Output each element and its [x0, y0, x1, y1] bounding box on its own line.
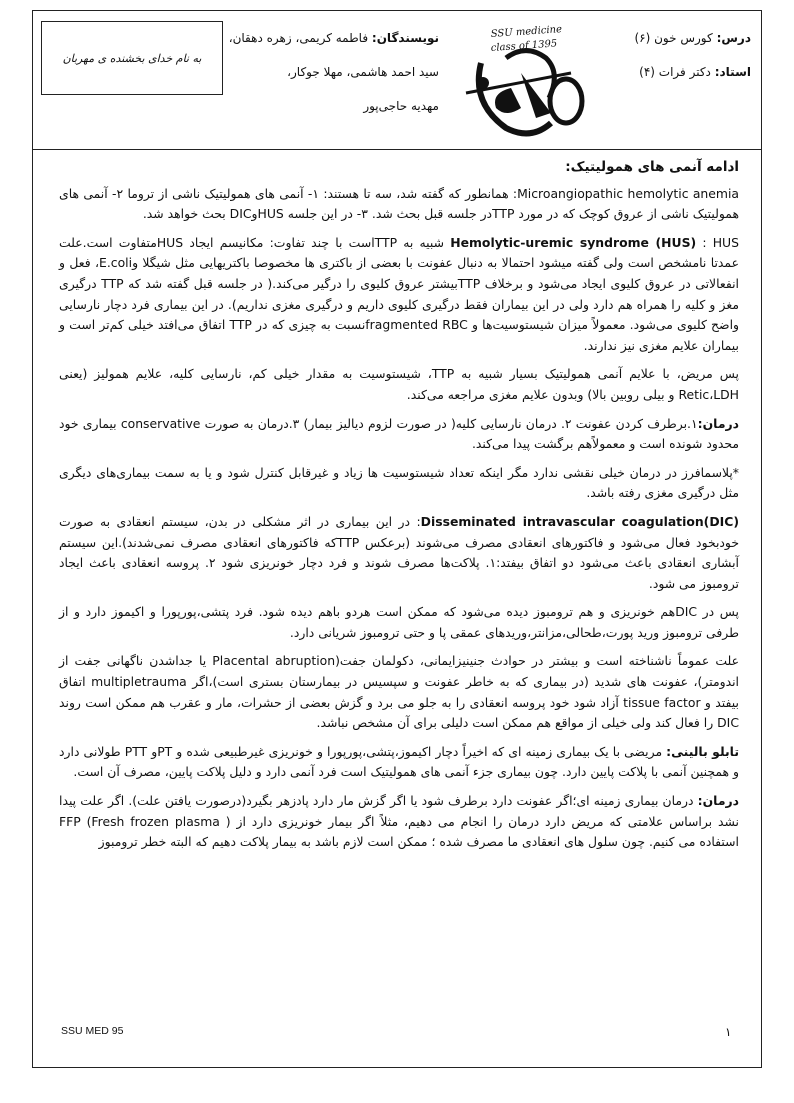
- text-dic: : در این بیماری در اثر مشکلی در بدن، سیستم انعقادی به صورت خودبخود فعال می‌شود و فاکتورهای انعقادی مصرف می‌شوند (برعکس TTPکه فاکتورهای انعقادی مصرف نمی‌شدند).این سیستم آبشاری انعقادی باعث می‌شود دو اتفاق بیفتد:۱. پلاکت‌ها مصرف شوند و فرد دچار خونریزی شود ۲. پروسه انعقادی باعث ایجاد ترومبوز می شود.: [59, 513, 739, 591]
- text-clinical: مریضی با یک بیماری زمینه ای که اخیراً دچار اکیموز،پتشی،پورپورا و خونریزی غیرطبیعی شده و PTو PTT طولانی دارد و همچنین آنمی با پلاکت پایین دارد. چون بیماری جزء آنمی های همولیتیک است فرد آنمی دارد و دلیل پلاکت پایین، مصرف آن است.: [59, 743, 739, 780]
- authors-line-2: سید احمد هاشمی، مهلا جوکار،: [287, 65, 439, 79]
- text-hus-treatment: ۱.برطرف کردن عفونت ۲. درمان نارسایی کلیه( در صورت لزوم دیالیز بیمار) ۳.درمان به صورت conservative بیماری خود محدود شونده است و معمولاًهم برگشت پیدا می‌کند.: [59, 415, 739, 452]
- course-value: کورس خون (۶): [634, 31, 713, 45]
- text-hus: : HUS شبیه به TTPاست با چند تفاوت: مکانیسم ایجاد HUSمتفاوت است.علت عمدتا نامشخص است ولی گفته میشود احتمالا به دنبال عفونت با بعضی از باکتری ها مخصوصا باکتریهایی مثل شیگلا وE.coli، فعل و انفعالاتی در عروق کلیوی ایجاد می‌شود و برخلاف TTPبیشتر عروق کلیوی را درگیر می‌کند.( در جلسه قبل گفته شد که TTP درگیری مغز و کلیه را همراه هم دارد ولی در این بیماران فقط درگیری کلیوی داریم و درگیری مغزی نداریم). در این بیماری فرد دچار نارسایی واضح کلیوی می‌شود. معمولاً میزان شیستوسیت‌ها و fragmented RBCنسبت به چیزی که در TTP اتفاق می‌افتد خیلی کم‌تر است و بیماران علایم مغزی نیز ندارند.: [59, 234, 739, 353]
- basmala-box: [41, 21, 223, 95]
- paragraph-hus-patient: پس مریض، با علایم آنمی همولیتیک بسیار شبیه به TTP، شیستوسیت به مقدار خیلی کم، نارسایی کلیه، علایم همولیز (یعنی Retic،LDH و بیلی روبین بالا) وبدون علایم مغزی مراجعه می‌کند.: [59, 366, 740, 402]
- section-heading: ادامه آنمی های همولیتیک:: [565, 159, 739, 175]
- footer-label: SSU MED 95: [61, 1025, 124, 1037]
- ssu-medicine-logo: [451, 13, 601, 145]
- teacher-label: استاد:: [714, 65, 751, 79]
- basmala-text: به نام خدای بخشنده ی مهربان: [62, 51, 202, 65]
- term-mha: Microangiopathic hemolytic anemia: [517, 185, 740, 201]
- label-dic-treatment: درمان:: [697, 793, 739, 809]
- paragraph-hus-treatment: [59, 414, 739, 455]
- authors-line-3: مهدیه حاجی‌پور: [363, 99, 439, 113]
- paragraph-dic-causes: علت عموماً ناشناخته است و بیشتر در حوادث جنینیزایمانی، دکولمان جفت(Placental abruption یا جداشدن ناگهانی جفت از اندومتر)، عفونت های شدید (در بیماری که به خاطر عفونت و سپسیس در بیمارستان بستری است)،اگر multipletrauma اتفاق بیفتد و tissue factor آزاد شود خود پروسه انعقادی را به جلو می برد و گزش بعضی از حشرات، مار و عقرب هم ممکن است روند DIC را فعال کند ولی خیلی از مواقع هم ممکن است دلیلی برای آن مشخص نباشد.: [59, 653, 739, 731]
- text-dic-treatment: درمان بیماری زمینه ای؛اگر عفونت دارد برطرف شود یا اگر گزش مار دارد پادزهر بگیرد(درصورت یافتن علت). اگر علت پیدا نشد براساس علامتی که مریض دارد درمان را انجام می دهیم، مثلاً اگر بیمار خونریزی دارد از FFP (Fresh frozen plasma ) استفاده می کنیم. چون سلول های انعقادی ما مصرف شده ؛ ممکن است لازم باشد به بیمار پلاکت دهیم که البته خطر ترومبوز: [59, 793, 740, 850]
- term-dic: Disseminated intravascular coagulation(DIC): [420, 513, 740, 529]
- paragraph-dic-treatment: [59, 791, 739, 853]
- paragraph-mha: [59, 184, 739, 225]
- teacher-value: دکتر فرات (۴): [639, 65, 711, 79]
- authors-block: [209, 21, 439, 123]
- authors-line-1: فاطمه کریمی، زهره دهقان،: [228, 31, 369, 45]
- paragraph-plasmapheresis: *پلاسمافرز در درمان خیلی نقشی ندارد مگر اینکه تعداد شیستوسیت ها زیاد و غیرقابل کنترل شود و یا به سمت بیماری‌های دیگری مثل درگیری مغزی رفته باشد.: [59, 464, 739, 501]
- page-frame: [32, 10, 762, 1068]
- text-mha: : همانطور که گفته شد، سه تا هستند: ۱- آنمی های همولیتیک ناشی از تروما ۲- آنمی های همولیتیک ناشی از عروق کوچک که در مورد TTPدر جلسه قبل بحث شد. ۳- در این جلسه HUSوDIC بحث خواهد شد.: [59, 185, 739, 222]
- paragraph-dic-signs: پس در DICهم خونریزی و هم ترومبوز دیده می‌شود که ممکن است هردو باهم دیده شود. فرد پتشی،پورپورا و اکیموز دارد و از طرفی ترومبوز ورید پورت،طحالی،مزانتر،وریدهای عمقی پا و حتی ترومبوز شریانی دارد.: [59, 604, 740, 640]
- content-body: [59, 151, 739, 861]
- authors-label: نویسندگان:: [371, 31, 439, 45]
- course-block: [591, 21, 751, 89]
- paragraph-dic: [59, 512, 739, 594]
- logo-text-2: class of 1395: [490, 38, 558, 54]
- label-treatment: درمان:: [697, 415, 740, 431]
- term-hus: Hemolytic-uremic syndrome (HUS): [450, 234, 697, 250]
- page-header: [33, 11, 761, 150]
- paragraph-clinical: [59, 742, 739, 783]
- label-clinical: تابلو بالینی:: [666, 743, 739, 759]
- paragraph-hus: [59, 233, 739, 357]
- logo-text-1: SSU medicine: [490, 24, 563, 40]
- page-number: ۱: [725, 1025, 732, 1039]
- course-label: درس:: [716, 31, 751, 45]
